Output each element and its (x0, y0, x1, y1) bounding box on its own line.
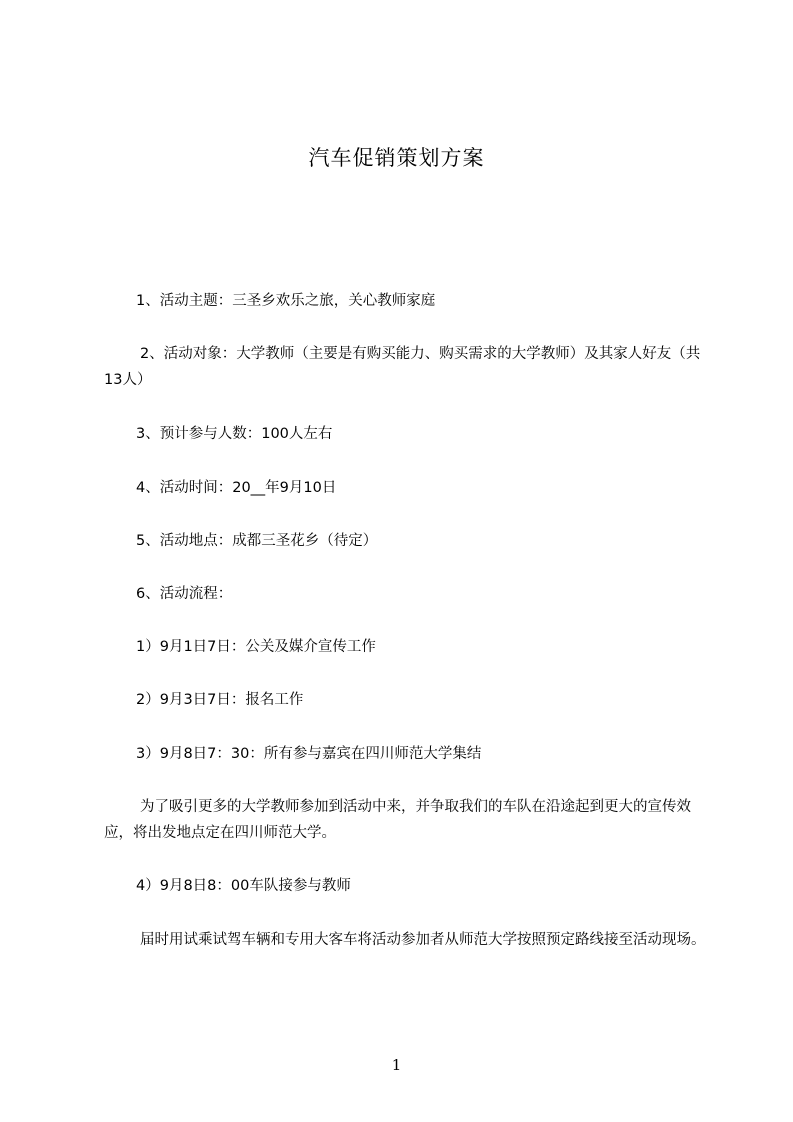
expected-attendance: 3、预计参与人数：100人左右 (136, 426, 333, 442)
process-step-3: 3）9月8日7：30：所有参与嘉宾在四川师范大学集结 (136, 746, 482, 762)
activity-location: 5、活动地点：成都三圣花乡（待定） (136, 533, 378, 549)
activity-target: 2、活动对象：大学教师（主要是有购买能力、购买需求的大学教师）及其家人好友（共13人） (104, 346, 701, 388)
activity-process-heading: 6、活动流程： (136, 586, 233, 602)
process-step-3-note: 为了吸引更多的大学教师参加到活动中来，并争取我们的车队在沿途起到更大的宣传效应，将出发地点定在四川师范大学。 (104, 799, 691, 841)
process-step-4-note: 届时用试乘试驾车辆和专用大客车将活动参加者从师范大学按照预定路线接至活动现场。 (140, 932, 706, 948)
activity-time: 4、活动时间：20__年9月10日 (136, 480, 337, 496)
process-step-4: 4）9月8日8：00车队接参与教师 (136, 878, 351, 894)
page-number: 1 (391, 1056, 402, 1074)
process-step-1: 1）9月1日7日：公关及媒介宣传工作 (136, 639, 376, 655)
document-title: 汽车促销策划方案 (308, 146, 485, 170)
activity-theme: 1、活动主题：三圣乡欢乐之旅，关心教师家庭 (136, 293, 436, 309)
process-step-2: 2）9月3日7日：报名工作 (136, 692, 304, 708)
